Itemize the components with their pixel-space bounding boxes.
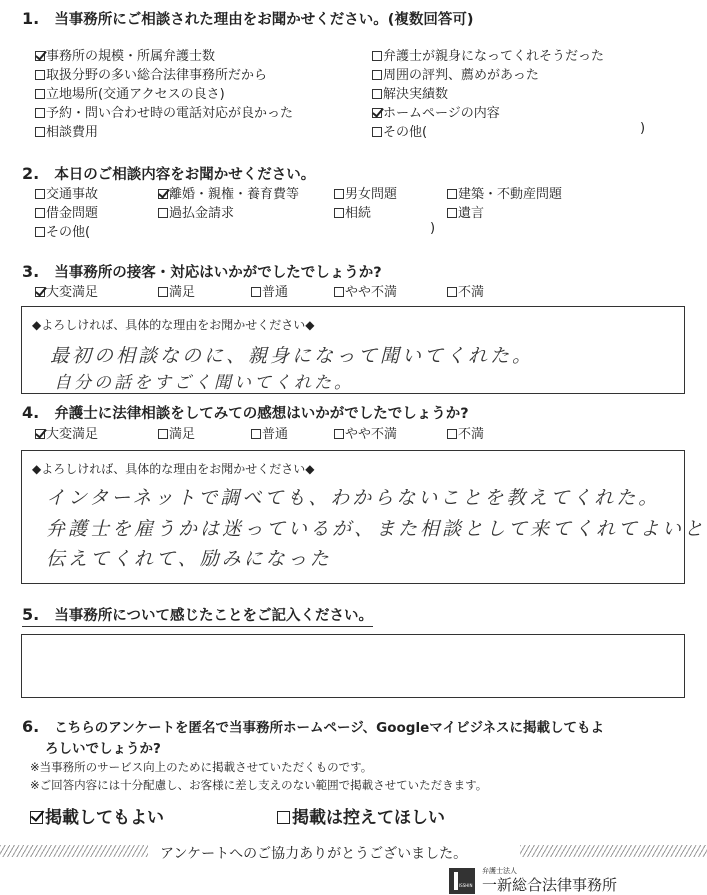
- q2-option[interactable]: 男女問題: [334, 183, 397, 202]
- checkbox[interactable]: [334, 429, 344, 439]
- q5-number: 5.: [22, 605, 40, 624]
- q4-comment-prompt: ◆よろしければ、具体的な理由をお聞かせください◆: [32, 462, 315, 476]
- q4-handwritten-line: 伝えてくれて、励みになった: [46, 548, 332, 570]
- q3-handwritten-line: 自分の話をすごく聞いてくれた。: [54, 373, 354, 393]
- q2-question: 本日のご相談内容をお聞かせください。: [54, 167, 316, 183]
- checkbox[interactable]: [334, 189, 344, 199]
- checkbox-checked[interactable]: [35, 51, 45, 61]
- q3-comment-prompt: ◆よろしければ、具体的な理由をお聞かせください◆: [32, 318, 315, 332]
- q2-option[interactable]: 遺言: [447, 202, 484, 221]
- q4-header: [22, 402, 469, 423]
- checkbox-checked[interactable]: [35, 429, 45, 439]
- checkbox[interactable]: [447, 429, 457, 439]
- q4-handwritten-line: インターネットで調べても、わからないことを教えてくれた。: [46, 487, 661, 509]
- q6-question: こちらのアンケートを匿名で当事務所ホームページ、Googleマイビジネスに掲載してもよ: [54, 720, 605, 736]
- firm-logo-text: ISSHIN: [459, 883, 473, 888]
- q1-option[interactable]: 周囲の評判、薦めがあった: [372, 64, 539, 83]
- q3-option[interactable]: 不満: [447, 281, 484, 300]
- q2-option[interactable]: 相続: [334, 202, 371, 221]
- q1-option[interactable]: 解決実績数: [372, 83, 448, 102]
- q1-other-close: ): [640, 121, 646, 136]
- q6-option-yes[interactable]: 掲載してもよい: [30, 803, 164, 828]
- q1-option[interactable]: ホームページの内容: [372, 102, 500, 121]
- checkbox[interactable]: [35, 70, 45, 80]
- q3-header: [22, 261, 382, 282]
- checkbox[interactable]: [447, 287, 457, 297]
- checkbox[interactable]: [158, 429, 168, 439]
- q1-number: 1.: [22, 9, 40, 28]
- q1-option-other[interactable]: その他(: [372, 121, 427, 140]
- checkbox[interactable]: [372, 127, 382, 137]
- q3-option[interactable]: 満足: [158, 281, 195, 300]
- q3-option[interactable]: やや不満: [334, 281, 397, 300]
- q6-note: ※当事務所のサービス向上のために掲載させていただくものです。: [30, 760, 373, 774]
- checkbox[interactable]: [251, 287, 261, 297]
- checkbox-checked[interactable]: [372, 108, 382, 118]
- q4-comment-box[interactable]: [21, 450, 707, 584]
- q2-option[interactable]: 過払金請求: [158, 202, 234, 221]
- checkbox[interactable]: [447, 189, 457, 199]
- q2-number: 2.: [22, 164, 40, 183]
- checkbox[interactable]: [35, 89, 45, 99]
- checkbox-checked[interactable]: [158, 189, 168, 199]
- q6-note: ※ご回答内容には十分配慮し、お客様に差し支えのない範囲で掲載させていただきます。: [30, 778, 488, 792]
- checkbox[interactable]: [447, 208, 457, 218]
- firm-logo: [449, 868, 475, 894]
- firm-type: 弁護士法人: [482, 867, 517, 875]
- checkbox-checked[interactable]: [30, 811, 43, 824]
- q4-question: 弁護士に法律相談をしてみての感想はいかがでしたでしょうか?: [54, 406, 469, 422]
- checkbox[interactable]: [35, 208, 45, 218]
- q2-option[interactable]: 交通事故: [35, 183, 98, 202]
- q4-option[interactable]: やや不満: [334, 423, 397, 442]
- checkbox[interactable]: [35, 227, 45, 237]
- checkbox-checked[interactable]: [35, 287, 45, 297]
- q3-number: 3.: [22, 262, 40, 281]
- checkbox[interactable]: [372, 51, 382, 61]
- q5-header: [22, 604, 373, 627]
- q4-option[interactable]: 大変満足: [35, 423, 98, 442]
- footer-hatch-right: [520, 845, 707, 857]
- q6-number: 6.: [22, 717, 40, 736]
- q6-header: [22, 716, 604, 736]
- q1-option[interactable]: 弁護士が親身になってくれそうだった: [372, 45, 604, 64]
- checkbox[interactable]: [251, 429, 261, 439]
- q2-header: [22, 163, 315, 184]
- checkbox[interactable]: [372, 89, 382, 99]
- checkbox[interactable]: [334, 208, 344, 218]
- firm-name: 一新総合法律事務所: [482, 876, 618, 894]
- checkbox[interactable]: [35, 108, 45, 118]
- checkbox[interactable]: [158, 208, 168, 218]
- q6-question-cont: ろしいでしょうか?: [45, 741, 161, 757]
- q1-option[interactable]: 予約・問い合わせ時の電話対応が良かった: [35, 102, 293, 121]
- q1-question: 当事務所にご相談された理由をお聞かせください。(複数回答可): [54, 12, 474, 28]
- checkbox[interactable]: [35, 127, 45, 137]
- q3-option[interactable]: 大変満足: [35, 281, 98, 300]
- q4-handwritten-line: 弁護士を雇うかは迷っているが、また相談として来てくれてよいと: [46, 518, 707, 540]
- q5-comment-box[interactable]: [21, 634, 685, 698]
- footer-thanks: アンケートへのご協力ありがとうございました。: [160, 846, 468, 862]
- checkbox[interactable]: [35, 189, 45, 199]
- checkbox[interactable]: [277, 811, 290, 824]
- q3-handwritten-line: 最初の相談なのに、親身になって聞いてくれた。: [50, 345, 535, 367]
- q1-option[interactable]: 取扱分野の多い総合法律事務所だから: [35, 64, 267, 83]
- q5-question: 当事務所について感じたことをご記入ください。: [54, 608, 374, 624]
- q4-number: 4.: [22, 403, 40, 422]
- q2-option[interactable]: 離婚・親権・養育費等: [158, 183, 299, 202]
- checkbox[interactable]: [158, 287, 168, 297]
- q6-option-no[interactable]: 掲載は控えてほしい: [277, 803, 445, 828]
- q3-comment-box[interactable]: [21, 306, 685, 394]
- checkbox[interactable]: [372, 70, 382, 80]
- q3-option[interactable]: 普通: [251, 281, 288, 300]
- q1-option[interactable]: 立地場所(交通アクセスの良さ): [35, 83, 225, 102]
- footer-hatch-left: [0, 845, 148, 857]
- q2-option[interactable]: 借金問題: [35, 202, 98, 221]
- q4-option[interactable]: 不満: [447, 423, 484, 442]
- q1-option[interactable]: 事務所の規模・所属弁護士数: [35, 45, 215, 64]
- q4-option[interactable]: 普通: [251, 423, 288, 442]
- q2-option-other[interactable]: その他(: [35, 221, 90, 240]
- firm-logo-mark-icon: [454, 872, 458, 890]
- q2-option[interactable]: 建築・不動産問題: [447, 183, 562, 202]
- q1-section: [0, 0, 707, 140]
- q3-question: 当事務所の接客・対応はいかがでしたでしょうか?: [54, 265, 382, 281]
- q2-other-close: ): [430, 221, 436, 236]
- checkbox[interactable]: [334, 287, 344, 297]
- q1-option[interactable]: 相談費用: [35, 121, 98, 140]
- q4-option[interactable]: 満足: [158, 423, 195, 442]
